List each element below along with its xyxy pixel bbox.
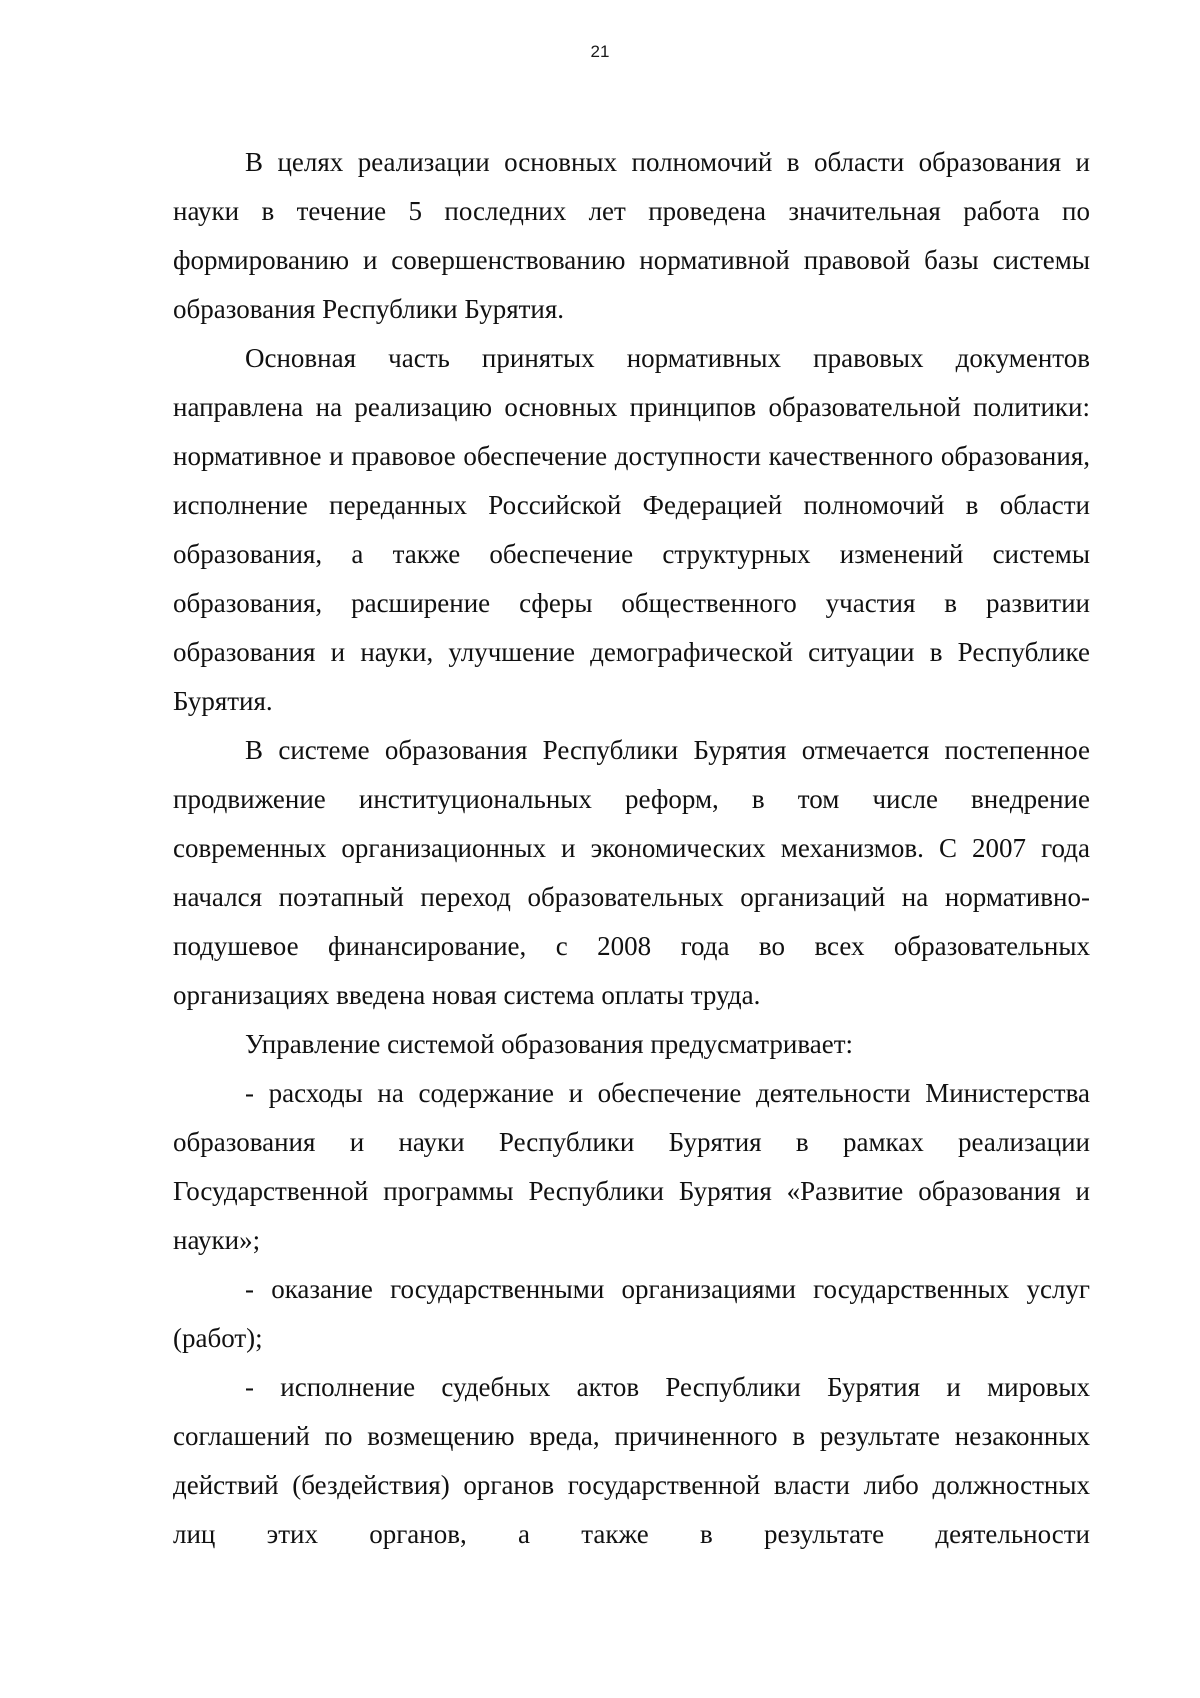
list-item-court-acts: - исполнение судебных актов Республики Бурятия и мировых соглашений по возмещению вреда, причиненного в результате незаконных действий (бездействия) органов государственной власти либо должностных лиц этих органов, а также в результате деятельности — [173, 1372, 1090, 1549]
list-item-ministry-expenses: - расходы на содержание и обеспечение деятельности Министерства образования и науки Республики Бурятия в рамках реализации Государственной программы Республики Бурятия «Развитие образования и науки»; — [173, 1078, 1090, 1255]
paragraph-management-intro: Управление системой образования предусматривает: — [245, 1029, 854, 1059]
list-item-state-services: - оказание государственными организациями государственных услуг (работ); — [173, 1274, 1090, 1353]
document-body — [173, 138, 1090, 1559]
page-number: 21 — [590, 42, 610, 61]
paragraph-institutional-reforms: В системе образования Республики Бурятия отмечается постепенное продвижение институциональных реформ, в том числе внедрение современных организационных и экономических механизмов. С 2007 года начался поэтапный переход образовательных организаций на нормативно-подушевое финансирование, с 2008 года во всех образовательных организациях введена новая система оплаты труда. — [173, 735, 1090, 1010]
paragraph-policy-principles: Основная часть принятых нормативных правовых документов направлена на реализацию основных принципов образовательной политики: нормативное и правовое обеспечение доступности качественного образования, исполнение переданных Российской Федерацией полномочий в области образования, а также обеспечение структурных изменений системы образования, расширение сферы общественного участия в развитии образования и науки, улучшение демографической ситуации в Республике Бурятия. — [173, 343, 1090, 716]
paragraph-legal-framework: В целях реализации основных полномочий в области образования и науки в течение 5 последних лет проведена значительная работа по формированию и совершенствованию нормативной правовой базы системы образования Республики Бурятия. — [173, 147, 1090, 324]
